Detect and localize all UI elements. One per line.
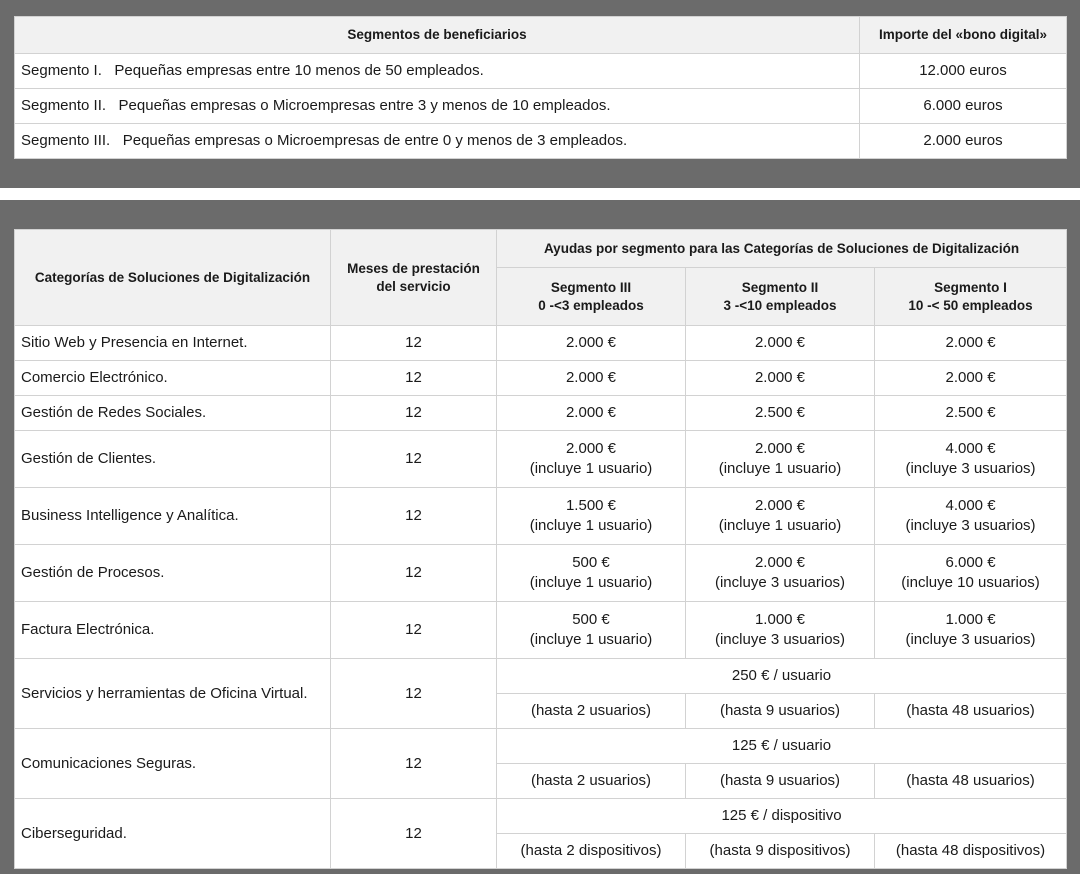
- aid-cell: [875, 396, 1067, 431]
- aid-cell: [497, 431, 686, 488]
- aid-cell: [875, 488, 1067, 545]
- shared-aid-cell: 250 € / usuario: [497, 659, 1067, 694]
- months-cell: 12: [331, 326, 497, 361]
- aid-cell: [686, 488, 875, 545]
- beneficiary-segments-table: [14, 16, 1067, 159]
- aid-cell: [686, 396, 875, 431]
- limit-cell: (hasta 9 usuarios): [686, 764, 875, 799]
- category-cell: Ciberseguridad.: [15, 799, 331, 869]
- aid-amount: 2.000 €: [565, 404, 617, 421]
- aid-note: (incluye 3 usuarios): [714, 574, 846, 591]
- aid-cell: [875, 326, 1067, 361]
- table-row: [15, 729, 1067, 764]
- category-cell: Comercio Electrónico.: [15, 361, 331, 396]
- top-panel: [0, 0, 1080, 188]
- segment-name: Segmento I: [934, 279, 1007, 295]
- aid-note: (incluye 10 usuarios): [901, 574, 1040, 591]
- aid-cell: [497, 361, 686, 396]
- category-header: Categorías de Soluciones de Digitalización: [15, 230, 331, 326]
- aid-cell: [875, 602, 1067, 659]
- aid-note: (incluye 3 usuarios): [905, 517, 1036, 534]
- aid-amount: 1.500 €: [565, 497, 617, 514]
- aid-amount: 2.000 €: [754, 334, 806, 351]
- aid-cell: [875, 545, 1067, 602]
- table-row: [15, 326, 1067, 361]
- aid-note: (incluye 1 usuario): [529, 517, 653, 534]
- aid-note: (incluye 3 usuarios): [905, 460, 1036, 477]
- aid-note: (incluye 1 usuario): [718, 517, 842, 534]
- category-cell: Comunicaciones Seguras.: [15, 729, 331, 799]
- months-cell: 12: [331, 602, 497, 659]
- aid-amount: 6.000 €: [945, 554, 996, 571]
- aid-amount: 4.000 €: [945, 440, 996, 457]
- table-row: [15, 799, 1067, 834]
- table-row: [15, 602, 1067, 659]
- table-row: [15, 545, 1067, 602]
- aid-amount: 2.000 €: [945, 334, 996, 351]
- segment-name: Segmento III: [550, 279, 632, 295]
- aid-cell: [686, 326, 875, 361]
- aid-note: (incluye 1 usuario): [529, 631, 653, 648]
- segment-range: 10 -< 50 empleados: [908, 297, 1033, 313]
- limit-cell: (hasta 2 usuarios): [497, 764, 686, 799]
- months-cell: 12: [331, 396, 497, 431]
- aid-amount: 1.000 €: [945, 611, 996, 628]
- aid-cell: [686, 361, 875, 396]
- aid-amount: 2.500 €: [945, 404, 996, 421]
- segment-iii-header: [497, 268, 686, 326]
- aid-amount: 2.000 €: [945, 369, 996, 386]
- limit-cell: (hasta 48 dispositivos): [875, 834, 1067, 869]
- months-header-line2: del servicio: [376, 278, 451, 294]
- limit-cell: (hasta 48 usuarios): [875, 764, 1067, 799]
- aid-cell: [875, 361, 1067, 396]
- aid-amount: 2.000 €: [754, 440, 806, 457]
- aid-amount: 4.000 €: [945, 497, 996, 514]
- aid-cell: [497, 326, 686, 361]
- months-header: [331, 230, 497, 326]
- aid-note: (incluye 1 usuario): [718, 460, 842, 477]
- segment-cell: Segmento III. Pequeñas empresas o Microempresas de entre 0 y menos de 3 empleados.: [15, 124, 860, 159]
- months-cell: 12: [331, 545, 497, 602]
- digitalization-aid-table: [14, 229, 1067, 869]
- limit-cell: (hasta 2 usuarios): [497, 694, 686, 729]
- category-cell: Gestión de Procesos.: [15, 545, 331, 602]
- table-row: [15, 54, 1067, 89]
- amount-header: Importe del «bono digital»: [860, 17, 1067, 54]
- aid-amount: 2.000 €: [565, 440, 617, 457]
- category-cell: Gestión de Redes Sociales.: [15, 396, 331, 431]
- aid-amount: 2.000 €: [565, 369, 617, 386]
- months-cell: 12: [331, 431, 497, 488]
- aid-cell: [686, 545, 875, 602]
- table-row: [15, 488, 1067, 545]
- amount-cell: 12.000 euros: [860, 54, 1067, 89]
- table-header-row: [15, 17, 1067, 54]
- table-row: [15, 659, 1067, 694]
- aid-amount: 1.000 €: [754, 611, 806, 628]
- category-cell: Business Intelligence y Analítica.: [15, 488, 331, 545]
- aid-note: (incluye 1 usuario): [529, 574, 653, 591]
- months-cell: 12: [331, 659, 497, 729]
- aid-cell: [497, 488, 686, 545]
- segment-name: Segmento II: [741, 279, 819, 295]
- table-header-row: [15, 230, 1067, 268]
- aid-cell: [497, 396, 686, 431]
- aid-cell: [686, 431, 875, 488]
- aid-amount: 2.000 €: [565, 334, 617, 351]
- category-cell: Servicios y herramientas de Oficina Virtual.: [15, 659, 331, 729]
- segments-header: Segmentos de beneficiarios: [15, 17, 860, 54]
- table-row: [15, 431, 1067, 488]
- aid-amount: 500 €: [572, 554, 610, 571]
- shared-aid-cell: 125 € / dispositivo: [497, 799, 1067, 834]
- segment-cell: Segmento I. Pequeñas empresas entre 10 menos de 50 empleados.: [15, 54, 860, 89]
- months-cell: 12: [331, 488, 497, 545]
- aid-amount: 2.000 €: [754, 554, 806, 571]
- aid-cell: [497, 545, 686, 602]
- segment-ii-header: [686, 268, 875, 326]
- amount-cell: 6.000 euros: [860, 89, 1067, 124]
- aid-cell: [497, 602, 686, 659]
- aid-cell: [686, 602, 875, 659]
- category-cell: Gestión de Clientes.: [15, 431, 331, 488]
- limit-cell: (hasta 9 usuarios): [686, 694, 875, 729]
- limit-cell: (hasta 48 usuarios): [875, 694, 1067, 729]
- aid-amount: 2.000 €: [754, 497, 806, 514]
- aid-amount: 2.500 €: [754, 404, 806, 421]
- table-row: [15, 361, 1067, 396]
- amount-cell: 2.000 euros: [860, 124, 1067, 159]
- category-cell: Factura Electrónica.: [15, 602, 331, 659]
- segment-range: 3 -<10 empleados: [723, 297, 837, 313]
- shared-aid-cell: 125 € / usuario: [497, 729, 1067, 764]
- bottom-panel: [0, 188, 1080, 874]
- segment-i-header: [875, 268, 1067, 326]
- segment-cell: Segmento II. Pequeñas empresas o Microempresas entre 3 y menos de 10 empleados.: [15, 89, 860, 124]
- category-cell: Sitio Web y Presencia en Internet.: [15, 326, 331, 361]
- limit-cell: (hasta 2 dispositivos): [497, 834, 686, 869]
- table-row: [15, 396, 1067, 431]
- months-cell: 12: [331, 361, 497, 396]
- aid-amount: 2.000 €: [754, 369, 806, 386]
- aid-note: (incluye 3 usuarios): [714, 631, 846, 648]
- aid-note: (incluye 3 usuarios): [905, 631, 1036, 648]
- aid-amount: 500 €: [572, 611, 610, 628]
- table-row: [15, 89, 1067, 124]
- months-cell: 12: [331, 729, 497, 799]
- table-row: [15, 124, 1067, 159]
- limit-cell: (hasta 9 dispositivos): [686, 834, 875, 869]
- aid-note: (incluye 1 usuario): [529, 460, 653, 477]
- months-cell: 12: [331, 799, 497, 869]
- aid-cell: [875, 431, 1067, 488]
- segment-group-header: Ayudas por segmento para las Categorías de Soluciones de Digitalización: [497, 230, 1067, 268]
- months-header-line1: Meses de prestación: [347, 260, 480, 276]
- segment-range: 0 -<3 empleados: [538, 297, 644, 313]
